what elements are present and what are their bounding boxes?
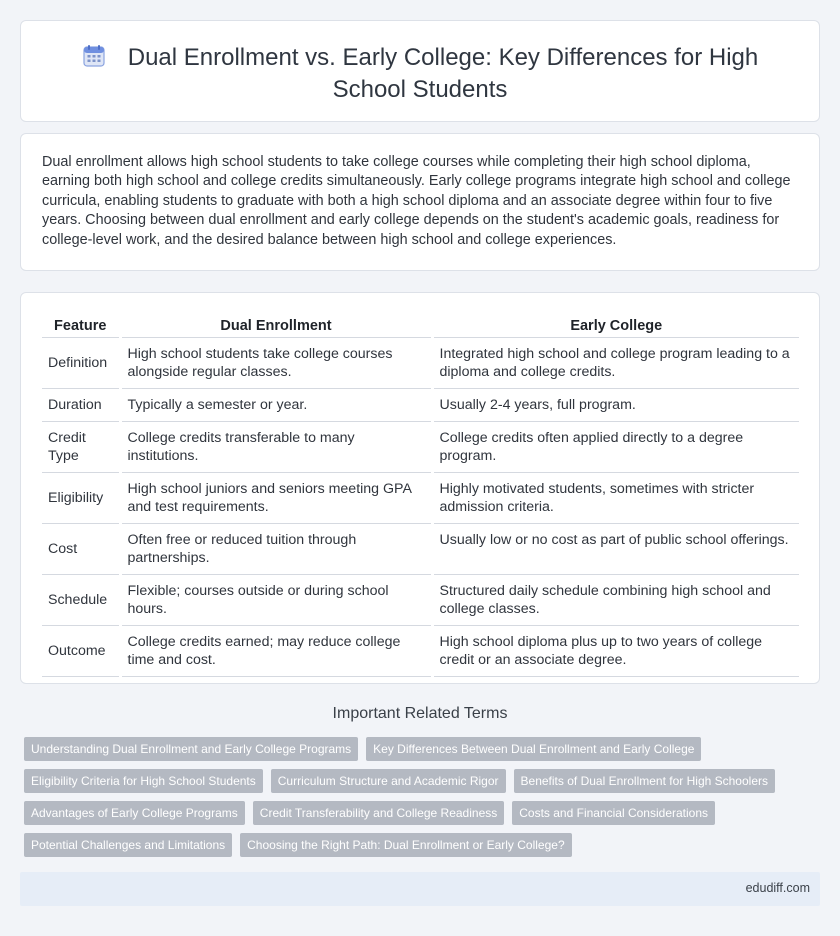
feature-cell: Eligibility	[42, 473, 120, 524]
calendar-icon	[82, 44, 106, 75]
related-term-tag[interactable]: Choosing the Right Path: Dual Enrollment or Early College?	[240, 833, 572, 857]
early-college-cell: Usually low or no cost as part of public school offerings.	[432, 524, 799, 575]
footer-site-link[interactable]: edudiff.com	[745, 881, 810, 895]
early-college-cell: High school diploma plus up to two years of college credit or an associate degree.	[432, 626, 799, 677]
header-dual-enrollment: Dual Enrollment	[120, 315, 432, 338]
dual-enrollment-cell: Often free or reduced tuition through partnerships.	[120, 524, 432, 575]
dual-enrollment-cell: High school students take college courses alongside regular classes.	[120, 338, 432, 389]
intro-card	[20, 133, 820, 271]
table-row	[42, 473, 799, 524]
related-term-tag[interactable]: Key Differences Between Dual Enrollment and Early College	[366, 737, 701, 761]
page-title-wrap	[21, 43, 819, 104]
early-college-cell: Structured daily schedule combining high school and college classes.	[432, 575, 799, 626]
comparison-table	[42, 315, 799, 677]
early-college-cell: Usually 2-4 years, full program.	[432, 389, 799, 422]
related-term-tag[interactable]: Understanding Dual Enrollment and Early College Programs	[24, 737, 358, 761]
early-college-cell: College credits often applied directly to a degree program.	[432, 422, 799, 473]
related-term-tag[interactable]: Costs and Financial Considerations	[512, 801, 715, 825]
early-college-cell: Integrated high school and college program leading to a diploma and college credits.	[432, 338, 799, 389]
page-title: Dual Enrollment vs. Early College: Key Differences for High School Students	[127, 44, 759, 103]
feature-cell: Duration	[42, 389, 120, 422]
related-term-tag[interactable]: Potential Challenges and Limitations	[24, 833, 232, 857]
related-term-tag[interactable]: Eligibility Criteria for High School Students	[24, 769, 263, 793]
comparison-card	[20, 292, 820, 684]
table-row	[42, 575, 799, 626]
header-card	[20, 20, 820, 122]
feature-cell: Schedule	[42, 575, 120, 626]
related-term-tag[interactable]: Advantages of Early College Programs	[24, 801, 245, 825]
feature-cell: Cost	[42, 524, 120, 575]
early-college-cell: Highly motivated students, sometimes with stricter admission criteria.	[432, 473, 799, 524]
related-term-tag[interactable]: Curriculum Structure and Academic Rigor	[271, 769, 506, 793]
dual-enrollment-cell: College credits transferable to many institutions.	[120, 422, 432, 473]
table-row	[42, 524, 799, 575]
header-feature: Feature	[42, 315, 120, 338]
table-row	[42, 338, 799, 389]
feature-cell: Outcome	[42, 626, 120, 677]
dual-enrollment-cell: Flexible; courses outside or during school hours.	[120, 575, 432, 626]
dual-enrollment-cell: Typically a semester or year.	[120, 389, 432, 422]
related-term-tag[interactable]: Credit Transferability and College Readiness	[253, 801, 504, 825]
feature-cell: Credit Type	[42, 422, 120, 473]
intro-paragraph: Dual enrollment allows high school students to take college courses while completing their high school diploma, earning both high school and college credits simultaneously. Early college programs integrate high school and college curricula, enabling students to graduate with both a high school diploma and an associate degree within four to five years. Choosing between dual enrollment and early college depends on the student's academic goals, readiness for college-level work, and the desired balance between high school and college experiences.	[42, 154, 791, 248]
related-terms-tags	[24, 737, 804, 865]
table-header-row	[42, 315, 799, 338]
feature-cell: Definition	[42, 338, 120, 389]
related-term-tag[interactable]: Benefits of Dual Enrollment for High Schoolers	[514, 769, 775, 793]
header-early-college: Early College	[432, 315, 799, 338]
table-row	[42, 626, 799, 677]
table-row	[42, 422, 799, 473]
related-terms-title: Important Related Terms	[332, 705, 508, 722]
table-row	[42, 389, 799, 422]
dual-enrollment-cell: College credits earned; may reduce college time and cost.	[120, 626, 432, 677]
footer-bar	[20, 872, 820, 906]
dual-enrollment-cell: High school juniors and seniors meeting GPA and test requirements.	[120, 473, 432, 524]
